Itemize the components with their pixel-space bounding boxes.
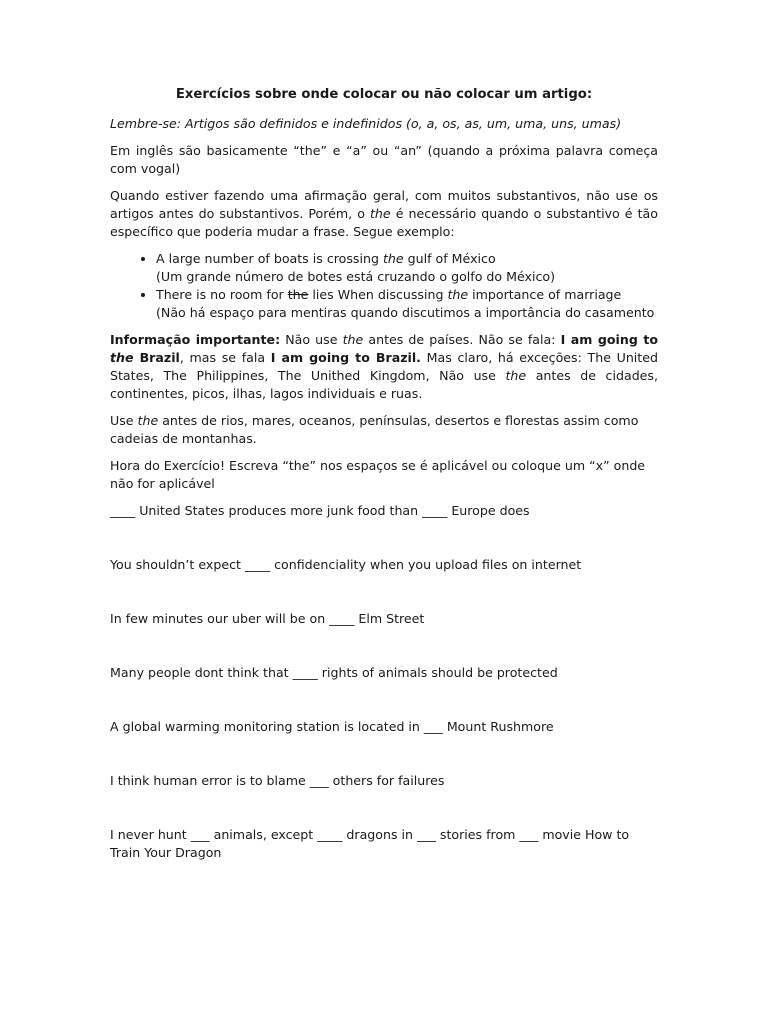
use-the-text: Use the antes de rios, mares, oceanos, penínsulas, desertos e florestas assim como cadeias de montanhas. (110, 413, 639, 446)
list-item: • A large number of boats is crossing the gulf of México (Um grande número de botes está cruzando o golfo do México) (156, 250, 658, 286)
english-articles-text: Em inglês são basicamente “the” e “a” ou “an” (quando a próxima palavra começa com vogal) (110, 143, 658, 176)
general-rule-text: Quando estiver fazendo uma afirmação geral, com muitos substantivos, não use os artigos antes do substantivos. Porém, o the é necessário quando o substantivo é tão específico que poderia mudar a frase. Segue exemplo: (110, 188, 658, 239)
list-item: • There is no room for the lies When discussing the importance of marriage (Não há espaço para mentiras quando discutimos a importância do casamento (156, 286, 658, 322)
important-info-text: Informação importante: Não use the antes de países. Não se fala: I am going to the Brazil, mas se fala I am going to Brazil. Mas claro, há exceções: The United States, The Philippines, The Unithed Kingdom, Não use the antes de cidades, continentes, picos, ilhas, lagos individuais e ruas. (110, 332, 658, 401)
exercise-item: You shouldn’t expect ____ confidenciality when you upload files on internet (110, 557, 582, 572)
exercise-item: I think human error is to blame ___ others for failures (110, 773, 445, 788)
exercise-item: I never hunt ___ animals, except ____ dragons in ___ stories from ___ movie How to Train Your Dragon (110, 827, 630, 860)
examples-list (110, 250, 658, 322)
exercise-intro: Hora do Exercício! Escreva “the” nos espaços se é aplicável ou coloque um “x” onde não for aplicável (110, 458, 646, 491)
example-translation: (Não há espaço para mentiras quando discutimos a importância do casamento (156, 305, 655, 320)
page-title: Exercícios sobre onde colocar ou não colocar um artigo: (175, 87, 593, 102)
exercise-item: ____ United States produces more junk food than ____ Europe does (110, 503, 530, 518)
exercise-item: In few minutes our uber will be on ____ Elm Street (110, 611, 425, 626)
struck-word: the (287, 287, 309, 302)
example-translation: (Um grande número de botes está cruzando o golfo do México) (156, 269, 556, 284)
reminder-text: Lembre-se: Artigos são definidos e indefinidos (o, a, os, as, um, uma, uns, umas) (110, 116, 622, 131)
exercise-item: Many people dont think that ____ rights of animals should be protected (110, 665, 558, 680)
exercise-item: A global warming monitoring station is located in ___ Mount Rushmore (110, 719, 554, 734)
document-body (110, 86, 658, 898)
